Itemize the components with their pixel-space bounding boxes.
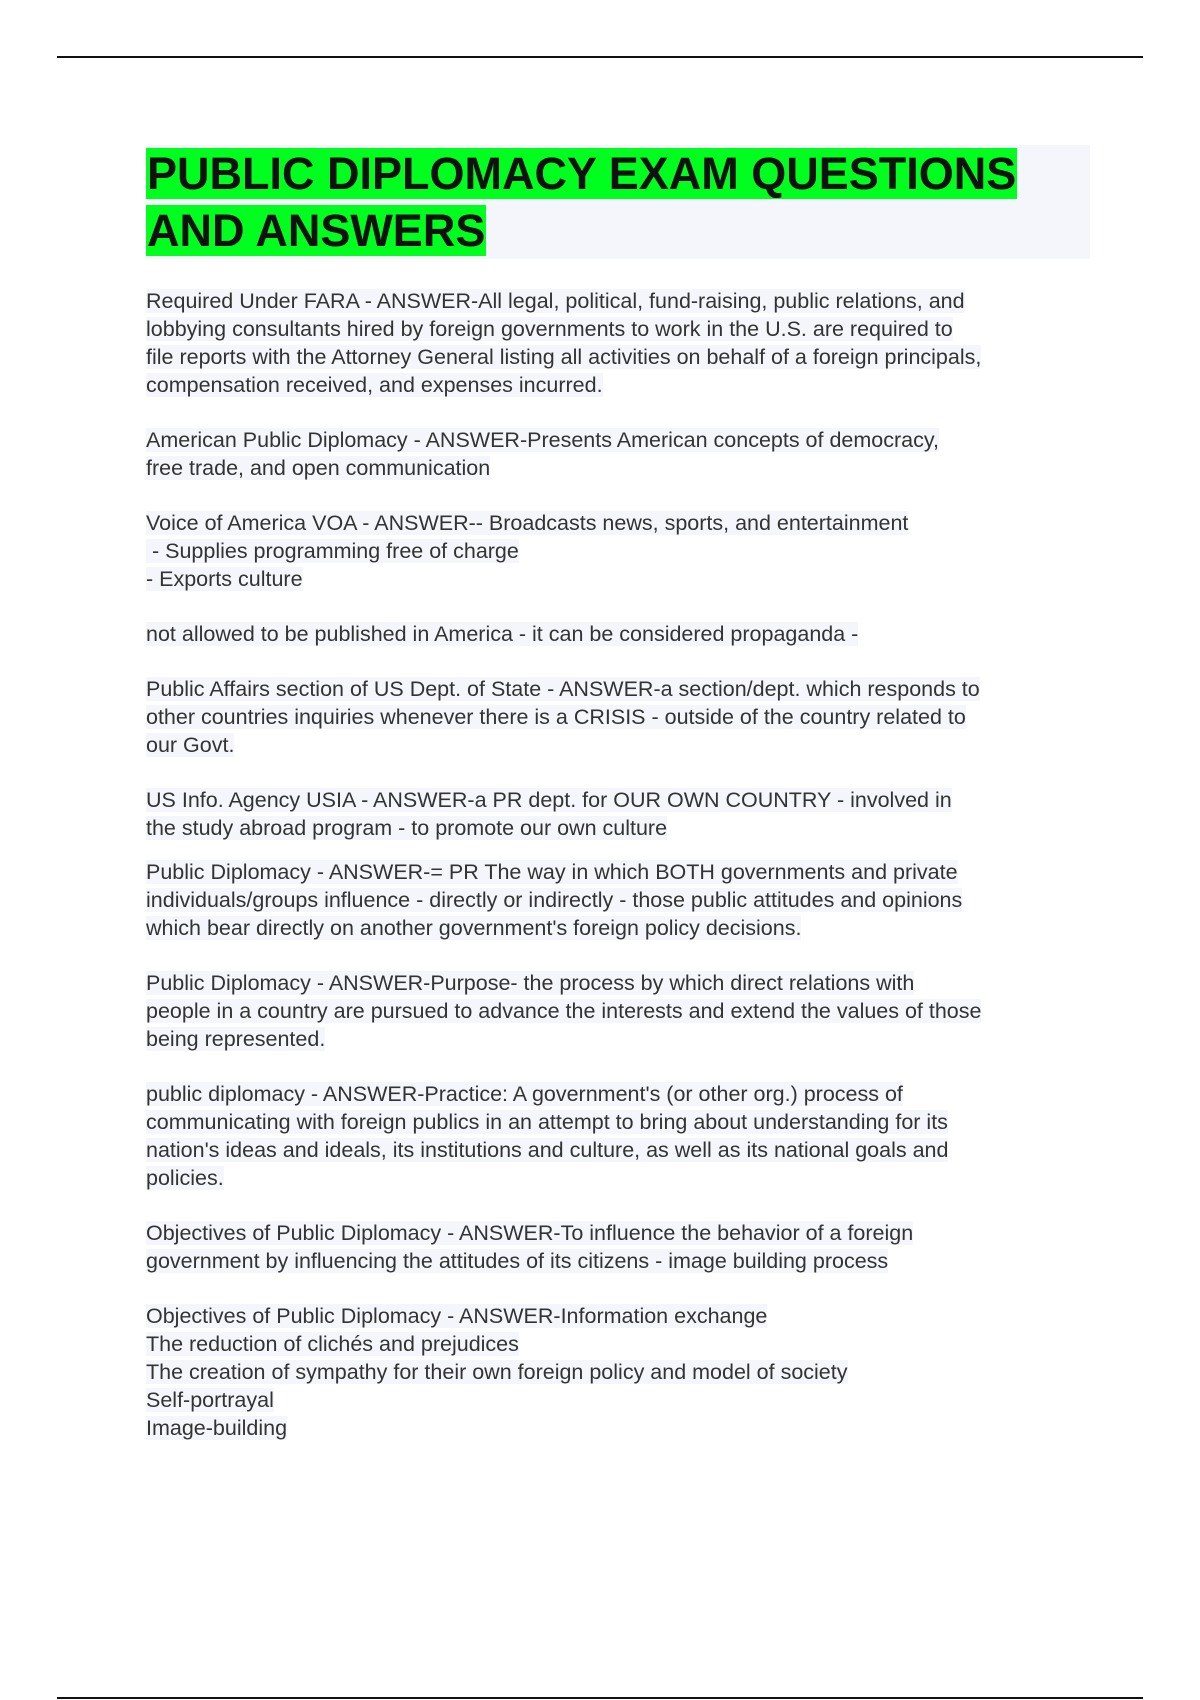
qa-line xyxy=(146,1025,1090,1053)
qa-line xyxy=(146,886,1090,914)
qa-line xyxy=(146,315,1090,343)
qa-line-text: Public Diplomacy - ANSWER-= PR The way in which BOTH governments and private xyxy=(146,860,958,884)
qa-line-text: file reports with the Attorney General listing all activities on behalf of a foreign principals, xyxy=(146,345,982,369)
qa-entry xyxy=(146,675,1090,759)
qa-line xyxy=(146,1414,1090,1442)
qa-entry xyxy=(146,786,1090,842)
qa-line-text: compensation received, and expenses incurred. xyxy=(146,373,603,397)
qa-line xyxy=(146,1219,1090,1247)
qa-line xyxy=(146,343,1090,371)
qa-line-text: public diplomacy - ANSWER-Practice: A government's (or other org.) process of xyxy=(146,1082,903,1106)
qa-line-text: - Supplies programming free of charge xyxy=(146,539,519,563)
qa-line-text: nation's ideas and ideals, its institutions and culture, as well as its national goals and xyxy=(146,1138,949,1162)
title-block xyxy=(146,145,1090,259)
qa-list xyxy=(146,287,1090,1442)
qa-line xyxy=(146,731,1090,759)
qa-line xyxy=(146,814,1090,842)
qa-entry xyxy=(146,858,1090,942)
qa-entry xyxy=(146,426,1090,482)
qa-line xyxy=(146,675,1090,703)
document-title xyxy=(146,145,1090,259)
qa-line xyxy=(146,914,1090,942)
qa-line xyxy=(146,371,1090,399)
qa-entry xyxy=(146,509,1090,593)
qa-line xyxy=(146,703,1090,731)
qa-line-text: Public Affairs section of US Dept. of State - ANSWER-a section/dept. which responds to xyxy=(146,677,980,701)
qa-line-text: being represented. xyxy=(146,1027,326,1051)
qa-entry xyxy=(146,969,1090,1053)
qa-line xyxy=(146,509,1090,537)
qa-line-text: the study abroad program - to promote our own culture xyxy=(146,816,668,840)
qa-line-text: government by influencing the attitudes of its citizens - image building process xyxy=(146,1249,889,1273)
qa-entry xyxy=(146,1219,1090,1275)
qa-line xyxy=(146,1302,1090,1330)
qa-line-text: not allowed to be published in America - it can be considered propaganda - xyxy=(146,622,859,646)
qa-entry xyxy=(146,1302,1090,1442)
qa-line xyxy=(146,1247,1090,1275)
qa-line xyxy=(146,1330,1090,1358)
qa-line-text: Objectives of Public Diplomacy - ANSWER-To influence the behavior of a foreign xyxy=(146,1221,914,1245)
qa-line xyxy=(146,1108,1090,1136)
qa-line-text: - Exports culture xyxy=(146,567,303,591)
qa-line-text: people in a country are pursued to advance the interests and extend the values of those xyxy=(146,999,982,1023)
qa-line xyxy=(146,969,1090,997)
qa-line xyxy=(146,565,1090,593)
qa-line-text: The creation of sympathy for their own foreign policy and model of society xyxy=(146,1360,848,1384)
document-body xyxy=(146,145,1090,1469)
qa-line-text: communicating with foreign publics in an attempt to bring about understanding for its xyxy=(146,1110,948,1134)
qa-line xyxy=(146,786,1090,814)
qa-line xyxy=(146,1080,1090,1108)
qa-line xyxy=(146,997,1090,1025)
bottom-rule xyxy=(57,1697,1143,1699)
qa-line-text: which bear directly on another government's foreign policy decisions. xyxy=(146,916,802,940)
qa-line-text: other countries inquiries whenever there is a CRISIS - outside of the country related to xyxy=(146,705,966,729)
qa-line-text: Image-building xyxy=(146,1416,288,1440)
qa-line-text: Public Diplomacy - ANSWER-Purpose- the process by which direct relations with xyxy=(146,971,915,995)
qa-line-text: US Info. Agency USIA - ANSWER-a PR dept. for OUR OWN COUNTRY - involved in xyxy=(146,788,952,812)
top-rule xyxy=(57,56,1143,58)
qa-line-text: our Govt. xyxy=(146,733,235,757)
qa-line-text: policies. xyxy=(146,1166,224,1190)
qa-line xyxy=(146,620,1090,648)
qa-line xyxy=(146,454,1090,482)
qa-entry xyxy=(146,1080,1090,1192)
qa-line xyxy=(146,537,1090,565)
qa-line xyxy=(146,1164,1090,1192)
qa-line-text: Voice of America VOA - ANSWER-- Broadcasts news, sports, and entertainment xyxy=(146,511,909,535)
qa-line-text: The reduction of clichés and prejudices xyxy=(146,1332,519,1356)
qa-line xyxy=(146,858,1090,886)
title-highlight: PUBLIC DIPLOMACY EXAM QUESTIONS AND ANSWERS xyxy=(147,148,1017,256)
qa-entry xyxy=(146,287,1090,399)
qa-line-text: individuals/groups influence - directly or indirectly - those public attitudes and opinions xyxy=(146,888,963,912)
qa-line xyxy=(146,426,1090,454)
qa-line xyxy=(146,287,1090,315)
qa-line xyxy=(146,1386,1090,1414)
qa-line xyxy=(146,1136,1090,1164)
qa-line xyxy=(146,1358,1090,1386)
qa-line-text: Self-portrayal xyxy=(146,1388,274,1412)
qa-line-text: Required Under FARA - ANSWER-All legal, political, fund-raising, public relations, and xyxy=(146,289,965,313)
qa-entry xyxy=(146,620,1090,648)
qa-line-text: Objectives of Public Diplomacy - ANSWER-Information exchange xyxy=(146,1304,768,1328)
qa-line-text: lobbying consultants hired by foreign governments to work in the U.S. are required to xyxy=(146,317,953,341)
qa-line-text: free trade, and open communication xyxy=(146,456,491,480)
qa-line-text: American Public Diplomacy - ANSWER-Presents American concepts of democracy, xyxy=(146,428,939,452)
